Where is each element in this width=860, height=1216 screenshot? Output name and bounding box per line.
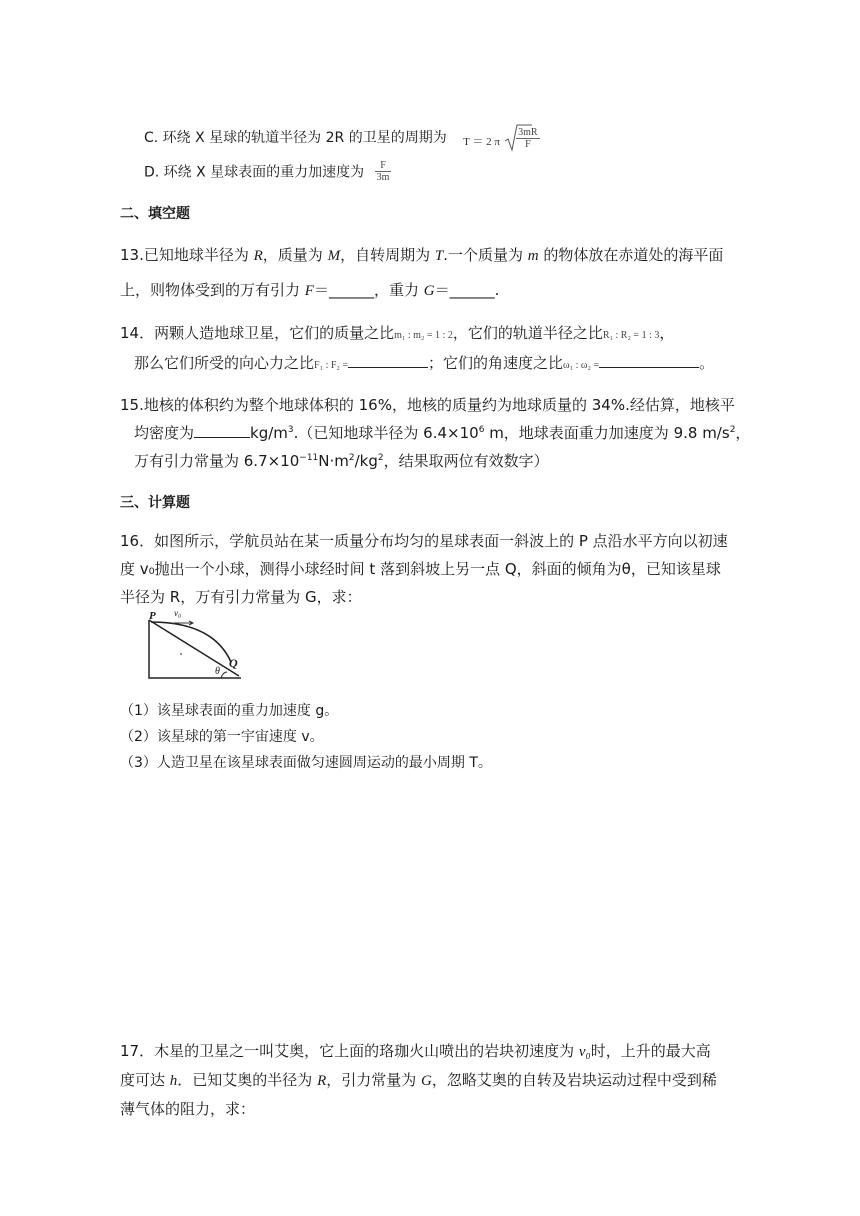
- section-2-title: 二、填空题: [120, 206, 190, 222]
- option-c-label: C. 环绕 X 星球的轨道半径为 2R 的卫星的周期为: [144, 130, 447, 146]
- q13-line-2: [120, 279, 499, 300]
- superscript: 2: [729, 425, 736, 435]
- incline-diagram: [143, 614, 245, 682]
- section-3-title: 三、计算题: [120, 495, 190, 511]
- superscript: 2: [377, 453, 384, 463]
- var-T: T: [434, 248, 444, 264]
- superscript: 2: [348, 453, 355, 463]
- var-F: F: [304, 283, 314, 299]
- q14-text: ，它们的轨道半径之比: [452, 324, 603, 342]
- label-theta: θ: [215, 666, 220, 677]
- q14-text: 14．两颗人造地球卫星，它们的质量之比: [120, 324, 395, 342]
- q14-text: ；它们的角速度之比: [428, 354, 564, 372]
- q16-sub-1: （1）该星球表面的重力加速度 g。: [120, 703, 339, 719]
- q15-text: 万有引力常量为 6.7×10: [134, 452, 300, 470]
- q13-text: ＝______.: [434, 281, 500, 299]
- q15-text: 均密度为: [134, 424, 195, 442]
- q16-line-3: 半径为 R，万有引力常量为 G，求：: [120, 588, 362, 606]
- q14-text: ，: [659, 324, 675, 342]
- q15-line-2: [134, 422, 750, 443]
- var-h: h: [169, 1073, 178, 1089]
- q16-sub-3: （3）人造卫星在该星球表面做匀速圆周运动的最小周期 T。: [120, 755, 492, 771]
- gravity-fraction: [375, 160, 392, 183]
- var-M: M: [327, 248, 341, 264]
- q14-text: 那么它们所受的向心力之比: [134, 354, 315, 372]
- var-G: G: [421, 1073, 432, 1089]
- option-d: [144, 160, 391, 183]
- label-v0: v₀: [174, 608, 182, 618]
- q16-line-2: 度 v₀抛出一个小球，测得小球经时间 t 落到斜坡上另一点 Q，斜面的倾角为θ，已知该星球: [120, 560, 721, 578]
- q14-line-2: [134, 352, 714, 373]
- period-formula-prefix: T ＝ 2 π: [463, 136, 500, 148]
- q15-text: ，结果取两位有效数字）: [383, 452, 549, 470]
- sqrt-denominator: F: [525, 139, 531, 150]
- q15-text: ，: [735, 424, 751, 442]
- incline-figure: [143, 608, 245, 682]
- gravity-numerator: F: [375, 160, 392, 172]
- var-G: G: [423, 283, 435, 299]
- q17-line-1: [120, 1040, 711, 1061]
- q13-text: 13.已知地球半径为: [120, 246, 254, 264]
- q16-line-1: 16．如图所示，学航员站在某一质量分布均匀的星球表面一斜波上的 P 点沿水平方向以初速: [120, 532, 728, 550]
- label-P: P: [149, 610, 156, 622]
- omega-ratio: ω₁ : ω₂ =: [563, 360, 600, 371]
- q14-text: 。: [699, 354, 715, 372]
- q17-text: 17．木星的卫星之一叫艾奥，它上面的珞珈火山喷出的岩块初速度为: [120, 1042, 579, 1060]
- q15-line-1: 15.地核的体积约为整个地球体积的 16%，地核的质量约为地球质量的 34%.经估算，地核平: [120, 396, 735, 414]
- var-R: R: [317, 1073, 327, 1089]
- q13-text: ，自转周期为: [340, 246, 435, 264]
- superscript: 3: [287, 425, 294, 435]
- q15-line-3: [134, 450, 549, 471]
- q14-line-1: [120, 322, 674, 343]
- q16-sub-2: （2）该星球的第一宇宙速度 v。: [120, 729, 324, 745]
- var-v0: v₀: [578, 1044, 591, 1060]
- label-Q: Q: [229, 656, 238, 670]
- force-ratio: F₁ : F₂ =: [314, 360, 349, 371]
- superscript: 6: [478, 425, 485, 435]
- q13-text: .一个质量为: [443, 246, 528, 264]
- q17-text: 度可达: [120, 1071, 170, 1089]
- var-m: m: [527, 248, 539, 264]
- q17-text: ，忽略艾奥的自转及岩块运动过程中受到稀: [431, 1071, 717, 1089]
- q17-line-2: [120, 1069, 717, 1090]
- option-c: [144, 123, 553, 153]
- q13-text: 的物体放在赤道处的海平面: [538, 246, 724, 264]
- q17-text: 时，上升的最大高: [590, 1042, 711, 1060]
- option-d-label: D. 环绕 X 星球表面的重力加速度为: [144, 164, 365, 181]
- var-R: R: [253, 248, 263, 264]
- q13-line-1: [120, 244, 723, 265]
- q13-text: ＝______，重力: [313, 281, 424, 299]
- sqrt-fraction: [516, 127, 539, 150]
- q13-text: ，质量为: [262, 246, 328, 264]
- sqrt-numerator: 3mR: [518, 127, 538, 138]
- q17-text: ．已知艾奥的半径为: [177, 1071, 318, 1089]
- superscript: −11: [299, 453, 319, 463]
- q17-text: ，引力常量为: [326, 1071, 422, 1089]
- q13-text: 上，则物体受到的万有引力: [120, 281, 305, 299]
- q15-text: .（已知地球半径为 6.4×10: [293, 424, 479, 442]
- q15-text: /kg: [354, 452, 378, 470]
- answer-blank[interactable]: [348, 353, 428, 368]
- q17-line-3: 薄气体的阻力，求：: [120, 1100, 256, 1118]
- answer-blank[interactable]: [194, 423, 250, 438]
- radius-ratio: R₁ : R₂ = 1 : 3: [602, 330, 660, 341]
- mass-ratio: m₁ : m₂ = 1 : 2: [394, 330, 453, 341]
- period-formula: [463, 123, 553, 153]
- gravity-denominator: 3m: [376, 172, 390, 183]
- q15-text: m，地球表面重力加速度为 9.8 m/s: [484, 424, 730, 442]
- answer-blank[interactable]: [599, 353, 699, 368]
- q15-text: N·m: [318, 452, 349, 470]
- q15-text: kg/m: [250, 424, 288, 442]
